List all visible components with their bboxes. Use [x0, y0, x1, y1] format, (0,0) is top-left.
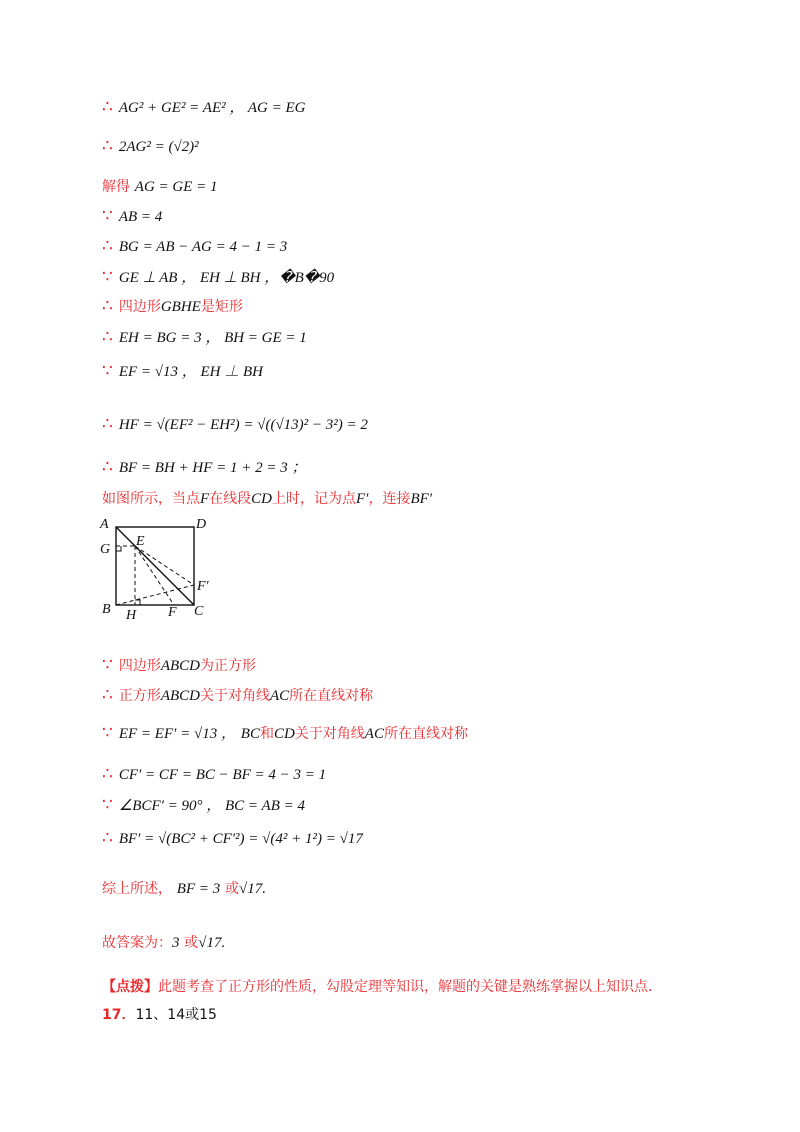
label-G: G [100, 542, 111, 557]
label-E: E [136, 534, 145, 549]
question-answer: 11、14或15 [135, 1007, 217, 1023]
proof-line-18 [102, 828, 363, 848]
right-angle-G [116, 546, 121, 551]
proof-line-15 [102, 722, 468, 743]
proof-line-1 [102, 96, 305, 117]
proof-line-13 [102, 655, 256, 675]
proof-line-5 [102, 236, 287, 256]
label-D: D [196, 517, 207, 532]
label-A: A [100, 517, 109, 532]
square-figure [98, 512, 218, 624]
math-text: BF = 3 [176, 881, 221, 897]
therefore-symbol: ∴ [102, 414, 113, 434]
equation: BG = AB − AG = 4 − 1 = 3 [118, 239, 288, 255]
text: 如图所示，当点 [102, 491, 200, 507]
text: 正方形 [118, 688, 161, 704]
proof-line-2 [102, 136, 199, 156]
equation: AG = GE = 1 [134, 179, 218, 195]
text: 关于对角线 [294, 726, 365, 742]
text: ，连接 [368, 491, 411, 507]
proof-line-4 [102, 206, 162, 226]
because-symbol: ∵ [102, 655, 113, 675]
equation: GE ⊥ AB ， EH ⊥ BH ，�B�90 [118, 270, 335, 286]
proof-line-12 [102, 488, 432, 508]
proof-line-11 [102, 456, 307, 477]
next-question-line [102, 1004, 217, 1024]
text: 为正方形 [200, 658, 256, 674]
because-symbol: ∵ [102, 206, 113, 226]
equation: AG² + GE² = AE² ， AG = EG [118, 100, 306, 116]
text: 关于对角线 [200, 688, 270, 704]
proof-line-3 [102, 176, 218, 196]
text: 所在直线对称 [383, 726, 468, 742]
text: 或 [184, 935, 199, 951]
equation: BF′ = √(BC² + CF′²) = √(4² + 1²) = √17 [118, 831, 363, 847]
math-text: . [262, 881, 266, 897]
text: 所在直线对称 [289, 688, 374, 704]
proof-line-8 [102, 326, 307, 347]
math-text: √17 [239, 881, 263, 897]
tip-tag: 【点拨】 [102, 979, 158, 995]
text: 和 [259, 726, 274, 742]
text: 是矩形 [200, 299, 243, 315]
therefore-symbol: ∴ [102, 236, 113, 256]
proof-line-6 [102, 266, 334, 287]
equation: BF = BH + HF = 1 + 2 = 3 ； [118, 460, 307, 476]
math-text: BF′ [410, 491, 433, 507]
equation: EF = √13 ， EH ⊥ BH [118, 364, 263, 380]
label-F-prime: F′ [197, 579, 209, 594]
therefore-symbol: ∴ [102, 136, 113, 156]
math-text: . [221, 935, 226, 951]
math-text: √17 [198, 935, 222, 951]
equation: ∠BCF′ = 90° ， BC = AB = 4 [118, 798, 305, 814]
tip-line [102, 976, 662, 996]
label-B: B [102, 602, 111, 617]
text: 综上所述， [102, 881, 172, 897]
math-text: 3 [172, 935, 180, 951]
segment-BF-prime [116, 585, 194, 605]
proof-line-17 [102, 794, 305, 815]
because-symbol: ∵ [102, 267, 113, 287]
text: 故答案为： [102, 935, 172, 951]
tip-text: 此题考查了正方形的性质，勾股定理等知识，解题的关键是熟练掌握以上知识点． [158, 979, 662, 995]
label-C: C [194, 604, 204, 619]
math-text: CD [251, 491, 273, 507]
proof-line-16 [102, 764, 326, 784]
math-text: EF = EF′ = √13 ， [118, 726, 236, 742]
proof-line-7 [102, 296, 243, 316]
diagonal-AC [116, 527, 194, 605]
math-text: F′ [356, 491, 369, 507]
because-symbol: ∵ [102, 795, 113, 815]
math-text: ABCD [160, 658, 200, 674]
solve-label: 解得 [102, 179, 130, 195]
proof-line-9 [102, 360, 263, 381]
question-number: 17． [102, 1007, 136, 1023]
text: 四边形 [118, 658, 161, 674]
therefore-symbol: ∴ [102, 685, 113, 705]
therefore-symbol: ∴ [102, 97, 113, 117]
math-text: GBHE [160, 299, 201, 315]
equation: 2AG² = (√2)² [118, 139, 199, 155]
therefore-symbol: ∴ [102, 327, 113, 347]
summary-line [102, 878, 266, 898]
right-angle-H [135, 600, 140, 605]
math-text: F [200, 491, 210, 507]
label-F: F [168, 605, 177, 620]
segment-EF [135, 546, 174, 605]
therefore-symbol: ∴ [102, 457, 113, 477]
text: 在线段 [209, 491, 252, 507]
therefore-symbol: ∴ [102, 296, 113, 316]
equation: EH = BG = 3 ， BH = GE = 1 [118, 330, 307, 346]
equation: HF = √(EF² − EH²) = √((√13)² − 3²) = 2 [118, 417, 368, 433]
because-symbol: ∵ [102, 361, 113, 381]
proof-line-10 [102, 414, 368, 434]
therefore-symbol: ∴ [102, 828, 113, 848]
math-text: AC [270, 688, 290, 704]
equation: AB = 4 [118, 209, 163, 225]
text: 四边形 [118, 299, 161, 315]
math-text: ABCD [160, 688, 200, 704]
label-H: H [126, 608, 137, 623]
math-text: CD [273, 726, 295, 742]
therefore-symbol: ∴ [102, 764, 113, 784]
answer-line [102, 932, 225, 952]
text: 或 [225, 881, 240, 897]
math-text: AC [364, 726, 384, 742]
math-text: BC [240, 726, 260, 742]
because-symbol: ∵ [102, 723, 113, 743]
text: 上时，记为点 [272, 491, 357, 507]
proof-line-14 [102, 685, 373, 705]
equation: CF′ = CF = BC − BF = 4 − 3 = 1 [118, 767, 327, 783]
segment-EF-prime [135, 546, 194, 585]
